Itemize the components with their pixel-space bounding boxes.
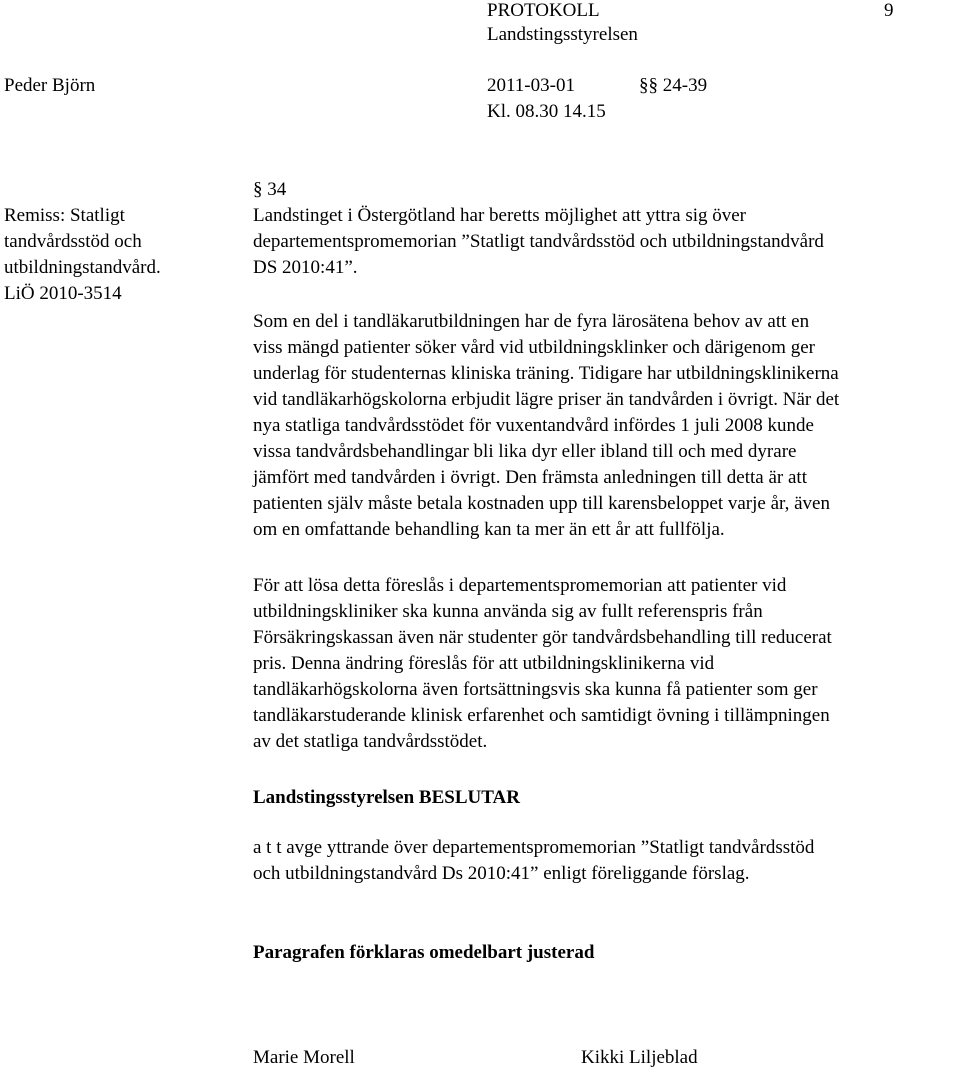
paragraph-line: jämfört med tandvården i övrigt. Den främsta anledningen till detta är att <box>253 467 807 488</box>
paragraph-line: patienten själv måste betala kostnaden upp till karensbeloppet varje år, även <box>253 493 830 514</box>
paragraph-range: §§ 24-39 <box>639 75 708 96</box>
decision-line: a t t avge yttrande över departementspromemorian ”Statligt tandvårdsstöd <box>253 837 815 858</box>
decision-line: och utbildningstandvård Ds 2010:41” enligt föreliggande förslag. <box>253 863 750 884</box>
intro-line: departementspromemorian ”Statligt tandvårdsstöd och utbildningstandvård <box>253 231 824 252</box>
proposal-paragraph <box>253 573 953 755</box>
paragraph-line: vid tandläkarhögskolorna erbjudit lägre priser än tandvården i övrigt. När det <box>253 389 840 410</box>
paragraph-line: Försäkringskassan även när studenter gör tandvårdsbehandling till reducerat <box>253 627 832 648</box>
signature-adjuster: Kikki Liljeblad <box>581 1047 698 1068</box>
paragraph-line: underlag för studenternas kliniska träning. Tidigare har utbildningsklinikerna <box>253 363 839 384</box>
paragraph-line: Som en del i tandläkarutbildningen har de fyra lärosätena behov av att en <box>253 311 810 332</box>
paragraph-line: För att lösa detta föreslås i departementspromemorian att patienter vid <box>253 575 787 596</box>
subject-line-1: Remiss: Statligt <box>4 205 125 226</box>
paragraph-line: tandläkarhögskolorna även fortsättningsvis ska kunna få patienter som ger <box>253 679 818 700</box>
decision-text <box>253 835 953 887</box>
paragraph-line: utbildningskliniker ska kunna använda sig av fullt referenspris från <box>253 601 763 622</box>
author-name: Peder Björn <box>4 75 96 96</box>
page-number: 9 <box>884 0 894 21</box>
paragraph-line: om en omfattande behandling kan ta mer än ett år att fullfölja. <box>253 519 725 540</box>
section-number: § 34 <box>253 179 287 200</box>
adjusted-note: Paragrafen förklaras omedelbart justerad <box>253 942 595 963</box>
paragraph-line: tandläkarstuderande klinisk erfarenhet och samtidigt övning i tillämpningen <box>253 705 830 726</box>
paragraph-line: viss mängd patienter söker vård vid utbildningsklinker och därigenom ger <box>253 337 815 358</box>
paragraph-line: vissa tandvårdsbehandlingar bli lika dyr eller ibland till och med dyrare <box>253 441 797 462</box>
intro-line: DS 2010:41”. <box>253 257 358 278</box>
signature-chair: Marie Morell <box>253 1047 355 1068</box>
organisation-name: Landstingsstyrelsen <box>487 24 638 45</box>
subject-line-2: tandvårdsstöd och <box>4 231 142 252</box>
decision-heading: Landstingsstyrelsen BESLUTAR <box>253 787 520 808</box>
intro-paragraph <box>253 203 953 281</box>
meeting-date: 2011-03-01 <box>487 75 575 96</box>
paragraph-line: nya statliga tandvårdsstödet för vuxentandvård infördes 1 juli 2008 kunde <box>253 415 814 436</box>
paragraph-line: pris. Denna ändring föreslås för att utbildningsklinikerna vid <box>253 653 715 674</box>
meeting-time: Kl. 08.30 14.15 <box>487 101 606 122</box>
paragraph-line: av det statliga tandvårdsstödet. <box>253 731 488 752</box>
document-type: PROTOKOLL <box>487 0 600 21</box>
diary-number: LiÖ 2010-3514 <box>4 283 122 304</box>
background-paragraph <box>253 309 953 543</box>
subject-line-3: utbildningstandvård. <box>4 257 161 278</box>
intro-line: Landstinget i Östergötland har beretts möjlighet att yttra sig över <box>253 205 747 226</box>
